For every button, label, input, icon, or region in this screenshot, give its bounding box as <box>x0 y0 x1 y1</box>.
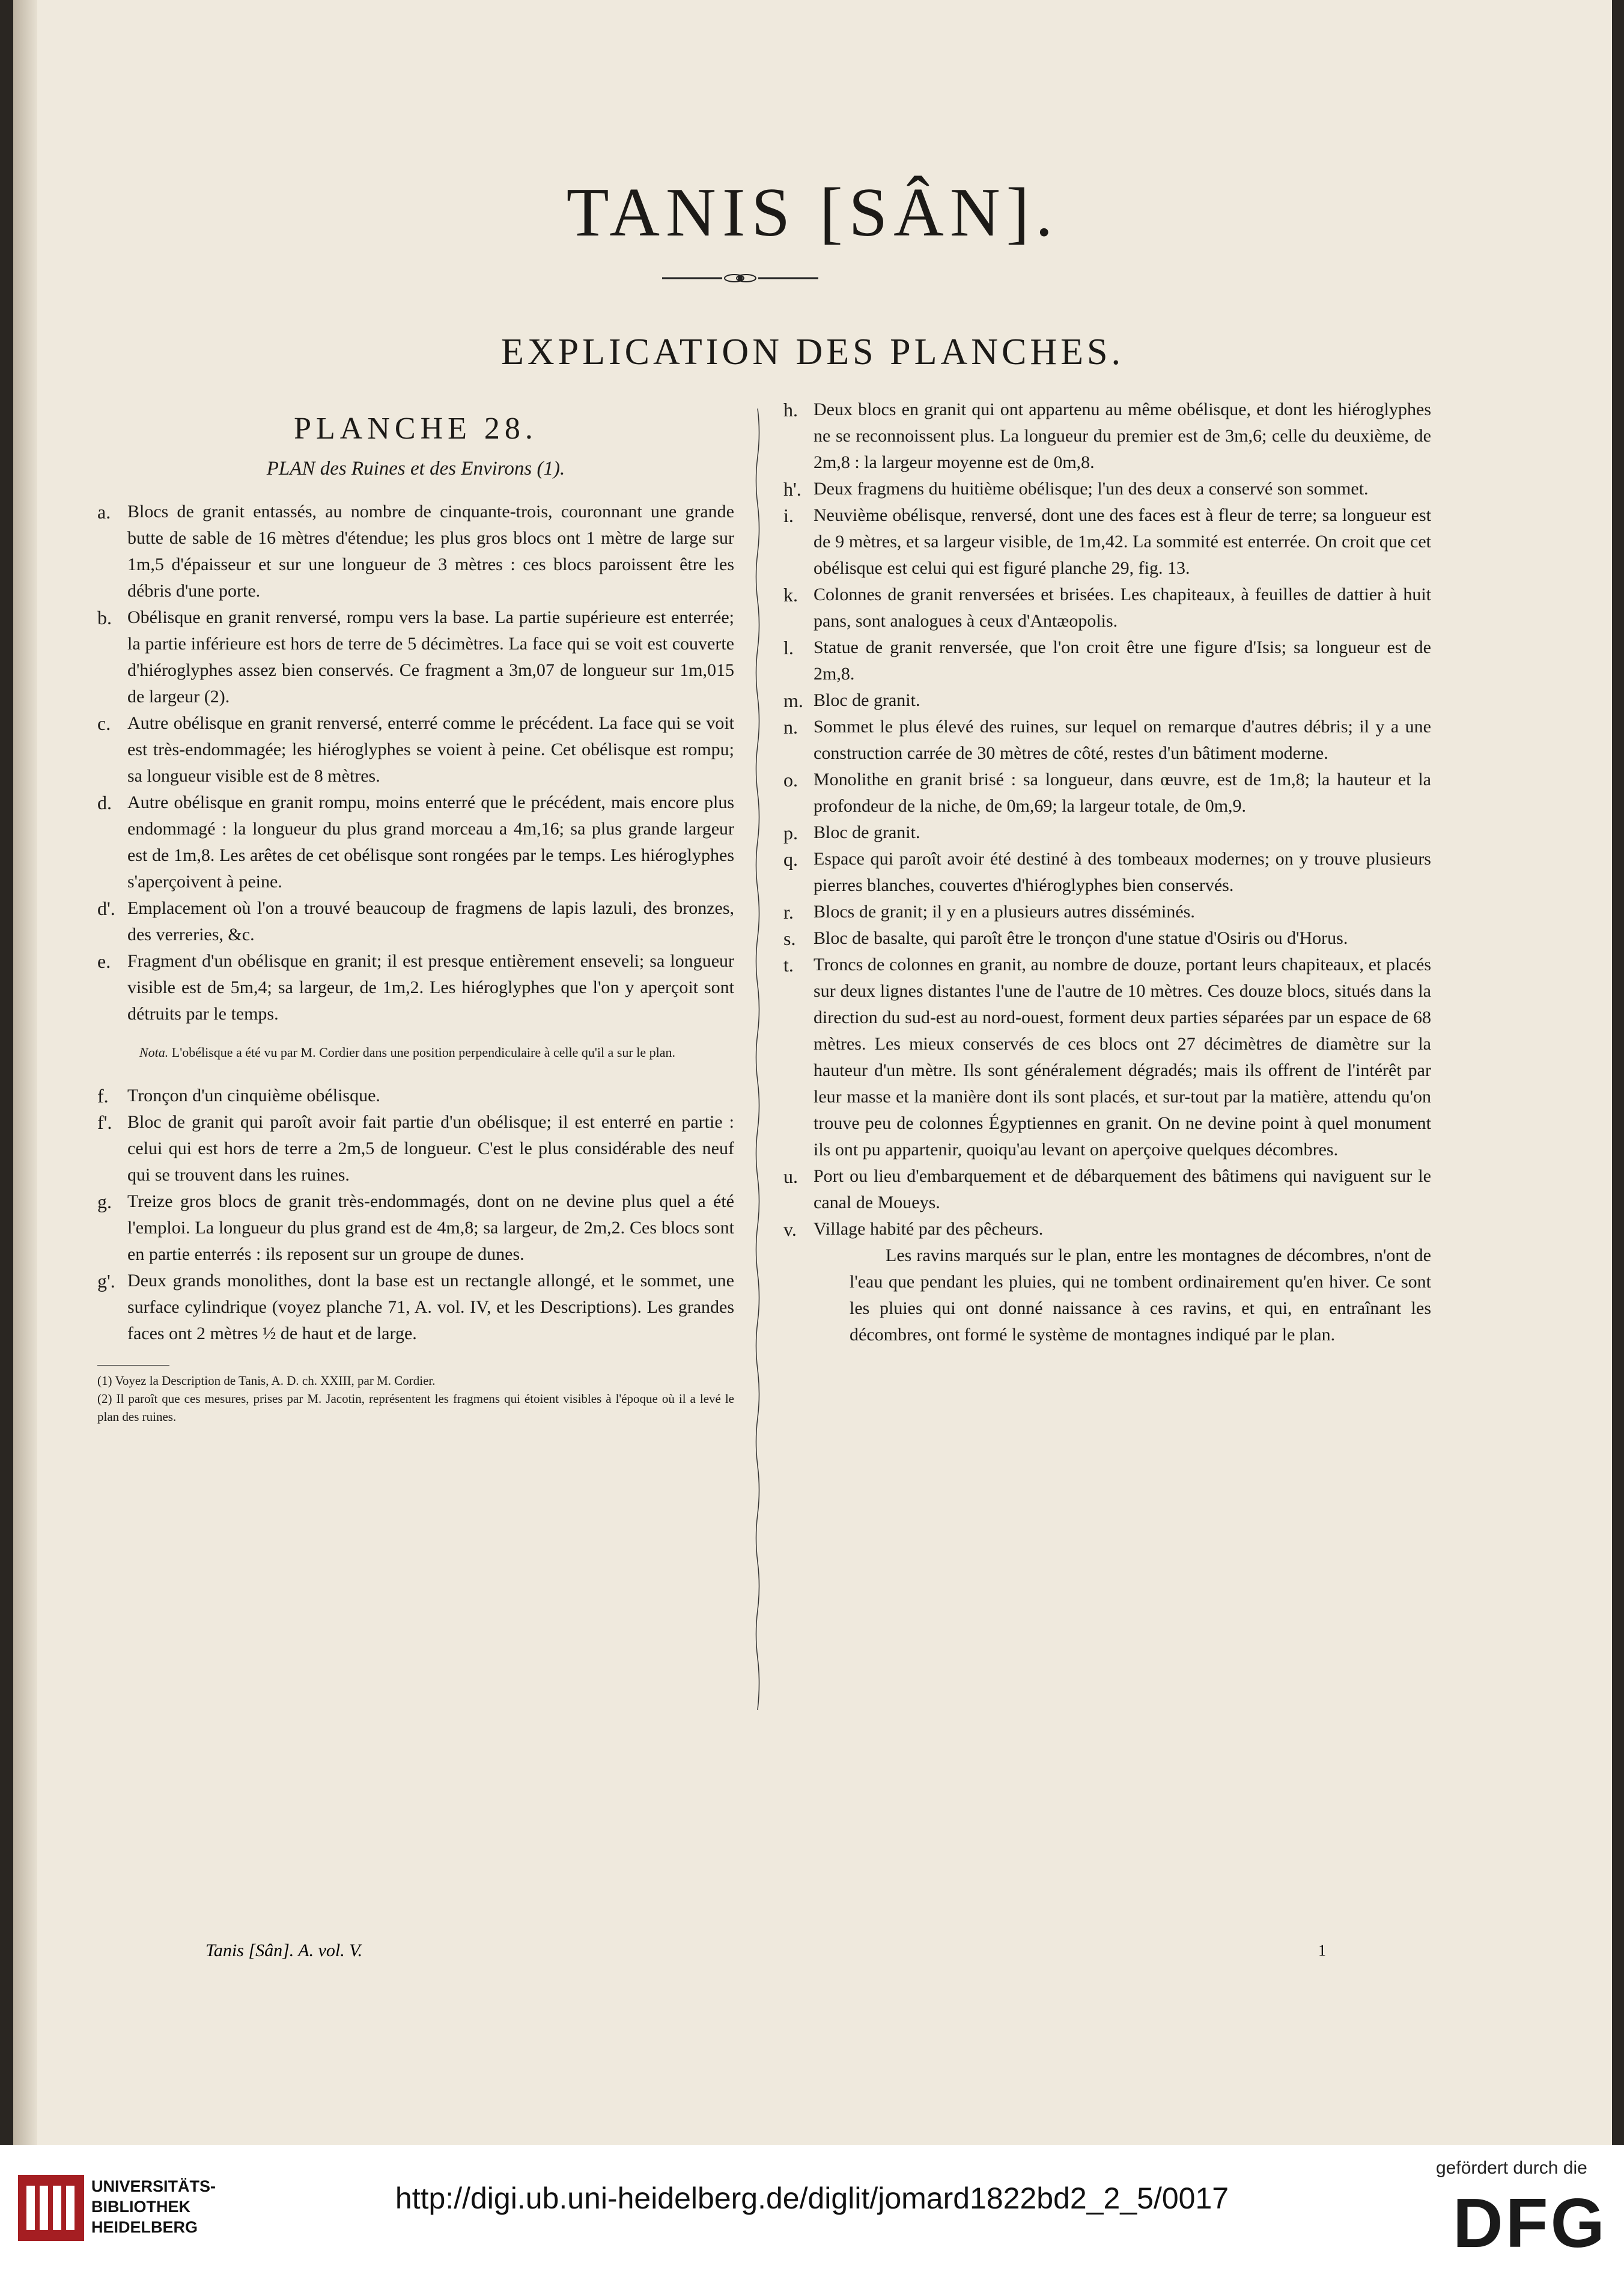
list-item <box>783 687 1431 714</box>
entry-text: Port ou lieu d'embarquement et de débarquement des bâtimens qui naviguent sur le canal de Moueys. <box>814 1166 1431 1212</box>
entry-text: Tronçon d'un cinquième obélisque. <box>127 1086 380 1105</box>
entry-text: Sommet le plus élevé des ruines, sur lequel on remarque d'autres débris; il y a une construction carrée de 30 mètres de côté, restes d'un bâtiment moderne. <box>814 717 1431 763</box>
list-item <box>97 1188 734 1268</box>
library-name-line-2: BIBLIOTHEK <box>91 2198 190 2216</box>
entry-list-left-2 <box>97 1083 734 1347</box>
entry-text: Neuvième obélisque, renversé, dont une des faces est à fleur de terre; sa longueur est de 9 mètres, et sa largeur visible, de 1m,42. La sommité est enterrée. On croit que cet obélisque est celui qui est figuré planche 29, fig. 13. <box>814 505 1431 578</box>
permalink-url[interactable]: http://digi.ub.uni-heidelberg.de/diglit/jomard1822bd2_2_5/0017 <box>395 2181 1229 2215</box>
list-item <box>97 604 734 710</box>
list-item <box>783 846 1431 899</box>
plate-title: PLANCHE 28. <box>294 412 538 446</box>
entry-label: s. <box>783 928 796 949</box>
list-item <box>97 1268 734 1347</box>
ornament-divider-icon <box>662 269 818 287</box>
entry-label: d'. <box>97 898 115 919</box>
entry-text: Deux fragmens du huitième obélisque; l'un des deux a conservé son sommet. <box>814 479 1369 499</box>
list-item <box>783 476 1431 502</box>
list-item <box>783 925 1431 952</box>
list-item <box>783 899 1431 925</box>
entry-text: Deux grands monolithes, dont la base est un rectangle allongé, et le sommet, une surface cylindrique (voyez planche 71, A. vol. IV, et les Descriptions). Les grandes faces ont 2 mètres ½ de haut et de large. <box>127 1271 734 1343</box>
entry-label: q. <box>783 848 798 870</box>
running-footer: Tanis [Sân]. A. vol. V. <box>205 1941 363 1960</box>
entry-label: r. <box>783 901 794 923</box>
entry-label: t. <box>783 954 794 976</box>
list-item <box>97 948 734 1027</box>
entry-text: Blocs de granit; il y en a plusieurs autres disséminés. <box>814 902 1195 922</box>
footnote-2: (2) Il paroît que ces mesures, prises par M. Jacotin, représentent les fragmens qui étoient visibles à l'époque où il a levé le plan des ruines. <box>97 1391 734 1424</box>
list-item <box>783 819 1431 846</box>
book-page <box>13 0 1612 2145</box>
entry-label: l. <box>783 637 794 658</box>
page-gutter <box>13 0 37 2145</box>
entry-text: Autre obélisque en granit rompu, moins enterré que le précédent, mais encore plus endommagé : la longueur du plus grand morceau a 4m,16; sa plus grande largeur est de 1m,8. Les arêtes de cet obélisque sont rongées par le temps. Les hiéroglyphes s'aperçoivent à peine. <box>127 792 734 892</box>
entry-label: a. <box>97 501 111 523</box>
entry-text: Bloc de granit qui paroît avoir fait partie d'un obélisque; il est enterré en partie : celui qui est hors de terre a 2m,5 de longueur. C'est le plus considérable des neuf qui se trouvent dans les ruines. <box>127 1112 734 1185</box>
digitization-bar <box>0 2145 1624 2280</box>
entry-label: b. <box>97 607 112 628</box>
entry-text: Emplacement où l'on a trouvé beaucoup de fragmens de lapis lazuli, des bronzes, des verreries, &c. <box>127 898 734 944</box>
entry-label: g'. <box>97 1270 115 1292</box>
library-name-line-1: UNIVERSITÄTS- <box>91 2177 216 2195</box>
entry-label: h'. <box>783 478 801 500</box>
list-item <box>97 789 734 895</box>
entry-label: g. <box>97 1191 112 1212</box>
list-item <box>97 499 734 604</box>
entry-label: k. <box>783 584 798 606</box>
entry-label: u. <box>783 1166 798 1187</box>
entry-text: Fragment d'un obélisque en granit; il est presque entièrement enseveli; sa longueur visible est de 5m,4; sa largeur, de 1m,2. Les hiéroglyphes que l'on y aperçoit sont détruits par le temps. <box>127 951 734 1024</box>
entry-text: Bloc de basalte, qui paroît être le tronçon d'une statue d'Osiris ou d'Horus. <box>814 928 1348 948</box>
entry-label: m. <box>783 690 803 711</box>
entry-label: f. <box>97 1085 109 1107</box>
entry-label: e. <box>97 950 111 972</box>
page-title: TANIS [SÂN]. <box>566 174 1059 251</box>
list-item <box>783 952 1431 1163</box>
nota-text: L'obélisque a été vu par M. Cordier dans une position perpendiculaire à celle qu'il a sur le plan. <box>171 1045 675 1060</box>
right-column <box>783 397 1431 1348</box>
entry-label: c. <box>97 713 111 734</box>
library-name-line-3: HEIDELBERG <box>91 2218 198 2236</box>
entry-text: Espace qui paroît avoir été destiné à des tombeaux modernes; on y trouve plusieurs pierres blanches, couvertes d'hiéroglyphes bien conservés. <box>814 849 1431 895</box>
entry-label: v. <box>783 1218 797 1240</box>
list-item <box>783 767 1431 819</box>
list-item <box>97 1083 734 1109</box>
entry-label: o. <box>783 769 798 791</box>
entry-text: Blocs de granit entassés, au nombre de cinquante-trois, couronnant une grande butte de sable de 16 mètres d'étendue; les plus gros blocs ont 1 mètre de large sur 1m,5 d'épaisseur et sur une longueur de 3 mètres : ces blocs paroissent être les débris d'une porte. <box>127 502 734 601</box>
list-item <box>97 710 734 789</box>
column-divider <box>753 409 762 1710</box>
footnote-rule <box>97 1365 169 1366</box>
entry-text: Village habité par des pêcheurs. <box>814 1219 1044 1239</box>
footnote-1: (1) Voyez la Description de Tanis, A. D. ch. XXIII, par M. Cordier. <box>97 1373 436 1388</box>
list-item <box>783 1216 1431 1242</box>
entry-label: f'. <box>97 1111 112 1133</box>
entry-text: Statue de granit renversée, que l'on croit être une figure d'Isis; sa longueur est de 2m,8. <box>814 637 1431 684</box>
left-column <box>97 397 734 1426</box>
entry-label: h. <box>783 399 798 421</box>
entry-label: p. <box>783 822 798 844</box>
entry-text: Bloc de granit. <box>814 822 920 842</box>
entry-label: d. <box>97 792 112 813</box>
nota-block <box>139 1043 722 1062</box>
entry-text: Bloc de granit. <box>814 690 920 710</box>
entry-text: Treize gros blocs de granit très-endommagés, dont on ne devine plus quel a été l'emploi. La longueur du plus grand est de 4m,8; sa largeur, de 2m,2. Ces blocs sont en partie enterrés : ils reposent sur un groupe de dunes. <box>127 1191 734 1264</box>
section-heading: EXPLICATION DES PLANCHES. <box>501 332 1124 372</box>
list-item <box>97 1109 734 1188</box>
dfg-logo[interactable]: DFG <box>1453 2184 1607 2262</box>
nota-label: Nota. <box>139 1045 169 1060</box>
closing-paragraph: Les ravins marqués sur le plan, entre les montagnes de décombres, n'ont de l'eau que pendant les pluies, qui ne tombent ordinairement qu'en hiver. Ce sont les pluies qui ont donné naissance à ces ravins, et qui, en entraînant les décombres, ont formé le système de montagnes indiqué par le plan. <box>850 1245 1431 1345</box>
list-item <box>97 895 734 948</box>
list-item <box>783 502 1431 582</box>
entry-label: n. <box>783 716 798 738</box>
page-number: 1 <box>1318 1942 1326 1959</box>
list-item <box>783 397 1431 476</box>
entry-text: Autre obélisque en granit renversé, enterré comme le précédent. La face qui se voit est très-endommagée; les hiéroglyphes se voient à peine. Cet obélisque est rompu; sa longueur visible est de 8 mètres. <box>127 713 734 786</box>
list-item <box>783 634 1431 687</box>
entry-list-left-1 <box>97 499 734 1027</box>
entry-text: Colonnes de granit renversées et brisées. Les chapiteaux, à feuilles de dattier à huit pans, sont analogues à ceux d'Antæopolis. <box>814 585 1431 631</box>
entry-text: Deux blocs en granit qui ont appartenu au même obélisque, et dont les hiéroglyphes ne se reconnoissent plus. La longueur du premier est de 3m,6; celle du deuxième, de 2m,8 : la largeur moyenne est de 0m,8. <box>814 400 1431 472</box>
list-item <box>783 582 1431 634</box>
entry-list-right <box>783 397 1431 1242</box>
entry-text: Obélisque en granit renversé, rompu vers la base. La partie supérieure est enterrée; la partie inférieure est hors de terre de 5 décimètres. La face qui se voit est couverte d'hiéroglyphes assez bien conservés. Ce fragment a 3m,07 de longueur sur 1m,015 de largeur (2). <box>127 607 734 707</box>
list-item <box>783 1163 1431 1216</box>
entry-text: Monolithe en granit brisé : sa longueur, dans œuvre, est de 1m,8; la hauteur et la profondeur de la niche, de 0m,69; la largeur totale, de 0m,9. <box>814 770 1431 816</box>
funded-by-label: gefördert durch die <box>1436 2158 1587 2178</box>
list-item <box>783 714 1431 767</box>
plate-subtitle: PLAN des Ruines et des Environs (1). <box>266 458 565 479</box>
entry-text: Troncs de colonnes en granit, au nombre de douze, portant leurs chapiteaux, et placés sur deux lignes distantes l'une de l'autre de 10 mètres. Ces douze blocs, situés dans la direction du sud-est au nord-ouest, forment deux parties séparées par un espace de 68 mètres. Les mieux conservés de ces blocs ont 27 décimètres de diamètre sur la hauteur d'un mètre. Ils sont généralement dégradés; mais ils offrent de l'intérêt par leur masse et la manière dont ils sont placés, et sur-tout par la matière, attendu qu'on trouve peu de colonnes Égyptiennes en granit. On ne devine point à quel monument ils ont pu appartenir, quoiqu'au levant on aperçoive quelques décombres. <box>814 955 1431 1160</box>
entry-label: i. <box>783 505 794 526</box>
